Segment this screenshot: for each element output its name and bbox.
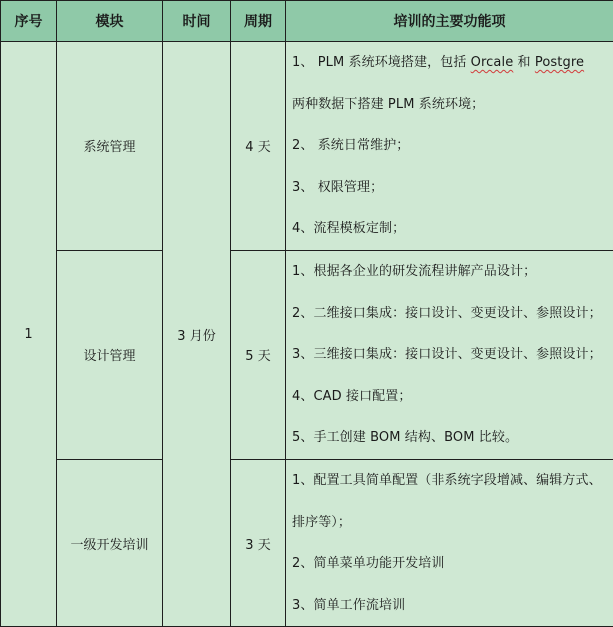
period-cell: 3 天: [231, 459, 286, 626]
content-text: 1、 PLM 系统环境搭建，包括 Orcale 和 Postgre: [292, 55, 584, 70]
content-line: 3、简单工作流培训: [292, 585, 613, 627]
header-content: 培训的主要功能项: [286, 1, 613, 42]
content-cell: [286, 459, 613, 626]
header-row: [1, 1, 613, 42]
content-line: 3、 权限管理；: [292, 167, 613, 209]
content-line: 1、根据各企业的研发流程讲解产品设计；: [292, 251, 613, 293]
content-line: 2、二维接口集成：接口设计、变更设计、参照设计；: [292, 293, 613, 335]
content-line: 两种数据下搭建 PLM 系统环境；: [292, 84, 613, 126]
row-index-cell: 1: [1, 42, 57, 627]
table-row: [1, 42, 613, 251]
period-cell: 5 天: [231, 250, 286, 459]
content-line: [292, 42, 613, 84]
content-cell: [286, 250, 613, 459]
module-name-cell: 一级开发培训: [57, 459, 163, 626]
spellcheck-underline: Orcale: [471, 55, 514, 70]
content-line: 4、CAD 接口配置；: [292, 376, 613, 418]
content-line: 1、配置工具简单配置（非系统字段增减、编辑方式、: [292, 460, 613, 502]
content-line: 4、流程模板定制；: [292, 208, 613, 250]
spellcheck-underline: Postgre: [535, 55, 584, 70]
header-time: 时间: [163, 1, 231, 42]
content-cell: [286, 42, 613, 251]
header-period: 周期: [231, 1, 286, 42]
table-row: [1, 459, 613, 626]
time-cell: 3 月份: [163, 42, 231, 627]
module-name-cell: 系统管理: [57, 42, 163, 251]
header-index: 序号: [1, 1, 57, 42]
content-line: 2、 系统日常维护；: [292, 125, 613, 167]
table-row: [1, 250, 613, 459]
content-line: 排序等）；: [292, 502, 613, 544]
content-line: 3、三维接口集成：接口设计、变更设计、参照设计；: [292, 334, 613, 376]
period-cell: 4 天: [231, 42, 286, 251]
module-name-cell: 设计管理: [57, 250, 163, 459]
header-module: 模块: [57, 1, 163, 42]
content-line: 5、手工创建 BOM 结构、BOM 比较。: [292, 417, 613, 459]
content-line: 2、简单菜单功能开发培训: [292, 543, 613, 585]
